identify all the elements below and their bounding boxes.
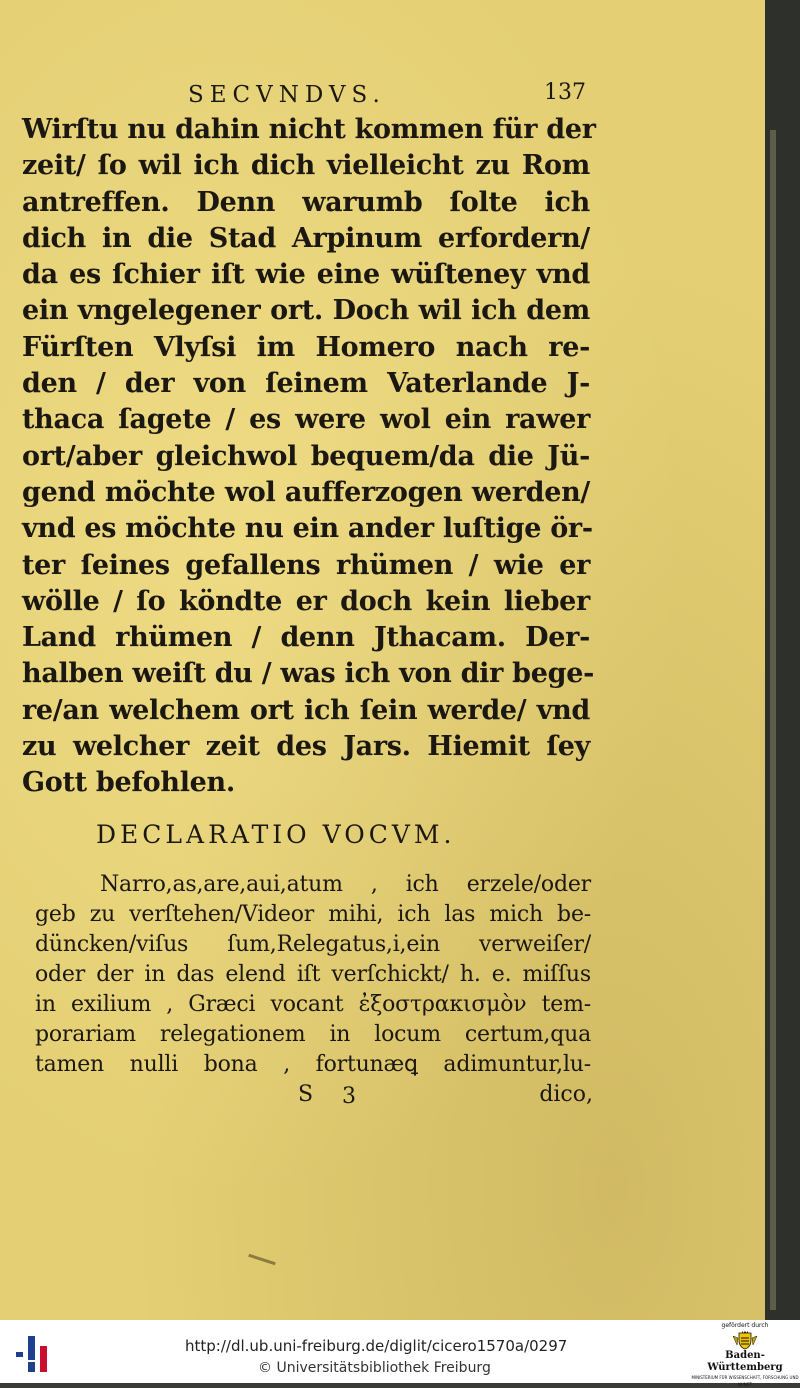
text-line: thaca ſagete / es were wol ein rawer: [22, 404, 590, 436]
running-head: SECVNDVS.: [188, 82, 386, 108]
signature-line: [298, 1082, 593, 1112]
page-header: [188, 82, 588, 112]
funder-name: Baden-Württemberg: [707, 1350, 783, 1373]
text-line: Wirſtu nu dahin nicht kommen für der: [22, 114, 596, 145]
catchword: dico,: [539, 1082, 593, 1107]
text-line: antreffen. Denn warumb ſolte ich: [22, 186, 590, 218]
text-line: gend möchte wol aufferzogen werden/: [22, 476, 590, 508]
gloss-line: oder der in das elend iſt verſchickt/ h. e. miſſus: [35, 962, 591, 987]
gloss-line: in exilium , Græci vocant ἐξοστρακισμὸν tem-: [35, 992, 591, 1017]
text-line: Land rhümen / denn Jthacam. Der-: [22, 622, 590, 654]
text-line: Fürſten Vlyſsi im Homero nach re-: [22, 331, 590, 363]
text-line: Gott befohlen.: [22, 767, 235, 799]
text-line: zeit/ ſo wil ich dich vielleicht zu Rom: [22, 150, 590, 182]
page-number: 137: [544, 80, 586, 105]
coat-of-arms-icon: [730, 1330, 760, 1350]
copyright-notice: © Universitätsbibliothek Freiburg: [258, 1360, 491, 1376]
text-line: vnd es möchte nu ein ander luſtige ör-: [22, 513, 593, 545]
text-line: dich in die Stad Arpinum erfordern/: [22, 222, 590, 254]
text-line: ter ſeines gefallens rhümen / wie er: [22, 549, 590, 581]
signature-mark: S: [298, 1082, 314, 1107]
funder-ministry: MINISTERIUM FÜR WISSENSCHAFT, FORSCHUNG UND KUNST: [691, 1375, 799, 1387]
gloss-line: tamen nulli bona , fortunæꝗ adimuntur,lu-: [35, 1052, 591, 1077]
text-line: da es ſchier iſt wie eine wüſteney vnd: [22, 259, 590, 291]
gloss-line: geb zu verſtehen/Videor mihi, ich las mich be-: [35, 902, 591, 927]
text-line: re/an welchem ort ich ſein werde/ vnd: [22, 694, 590, 726]
gloss-line: Narro,as,are,aui,atum , ich erzele/oder: [100, 872, 591, 897]
funder-label: gefördert durch: [721, 1322, 769, 1329]
funder-logo[interactable]: [690, 1322, 800, 1387]
text-line: halben weiſt du / was ich von dir bege-: [22, 658, 594, 690]
library-logo-icon[interactable]: [12, 1334, 52, 1374]
signature-number: 3: [342, 1084, 356, 1109]
body-text: [22, 112, 596, 802]
permalink-url[interactable]: http://dl.ub.uni-freiburg.de/diglit/cicero1570a/0297: [185, 1337, 568, 1355]
gloss-line: porariam relegationem in locum certum,qua: [35, 1022, 591, 1047]
section-title: DECLARATIO VOCVM.: [96, 820, 456, 849]
text-line: ein vngelegener ort. Doch wil ich dem: [22, 295, 590, 327]
ink-smudge: [248, 1254, 276, 1266]
text-line: den / der von ſeinem Vaterlande J-: [22, 368, 590, 400]
gloss-line: düncken/viſus ſum,Relegatus,i,ein verweiſer/: [35, 932, 591, 957]
text-line: wölle / ſo köndte er doch kein lieber: [22, 585, 590, 617]
text-line: zu welcher zeit des Jars. Hiemit ſey: [22, 731, 590, 763]
text-line: ort/aber gleichwol bequem/da die Jü-: [22, 440, 590, 472]
page-edge-strip: [770, 130, 776, 1310]
vocabulary-gloss: [35, 870, 591, 1080]
